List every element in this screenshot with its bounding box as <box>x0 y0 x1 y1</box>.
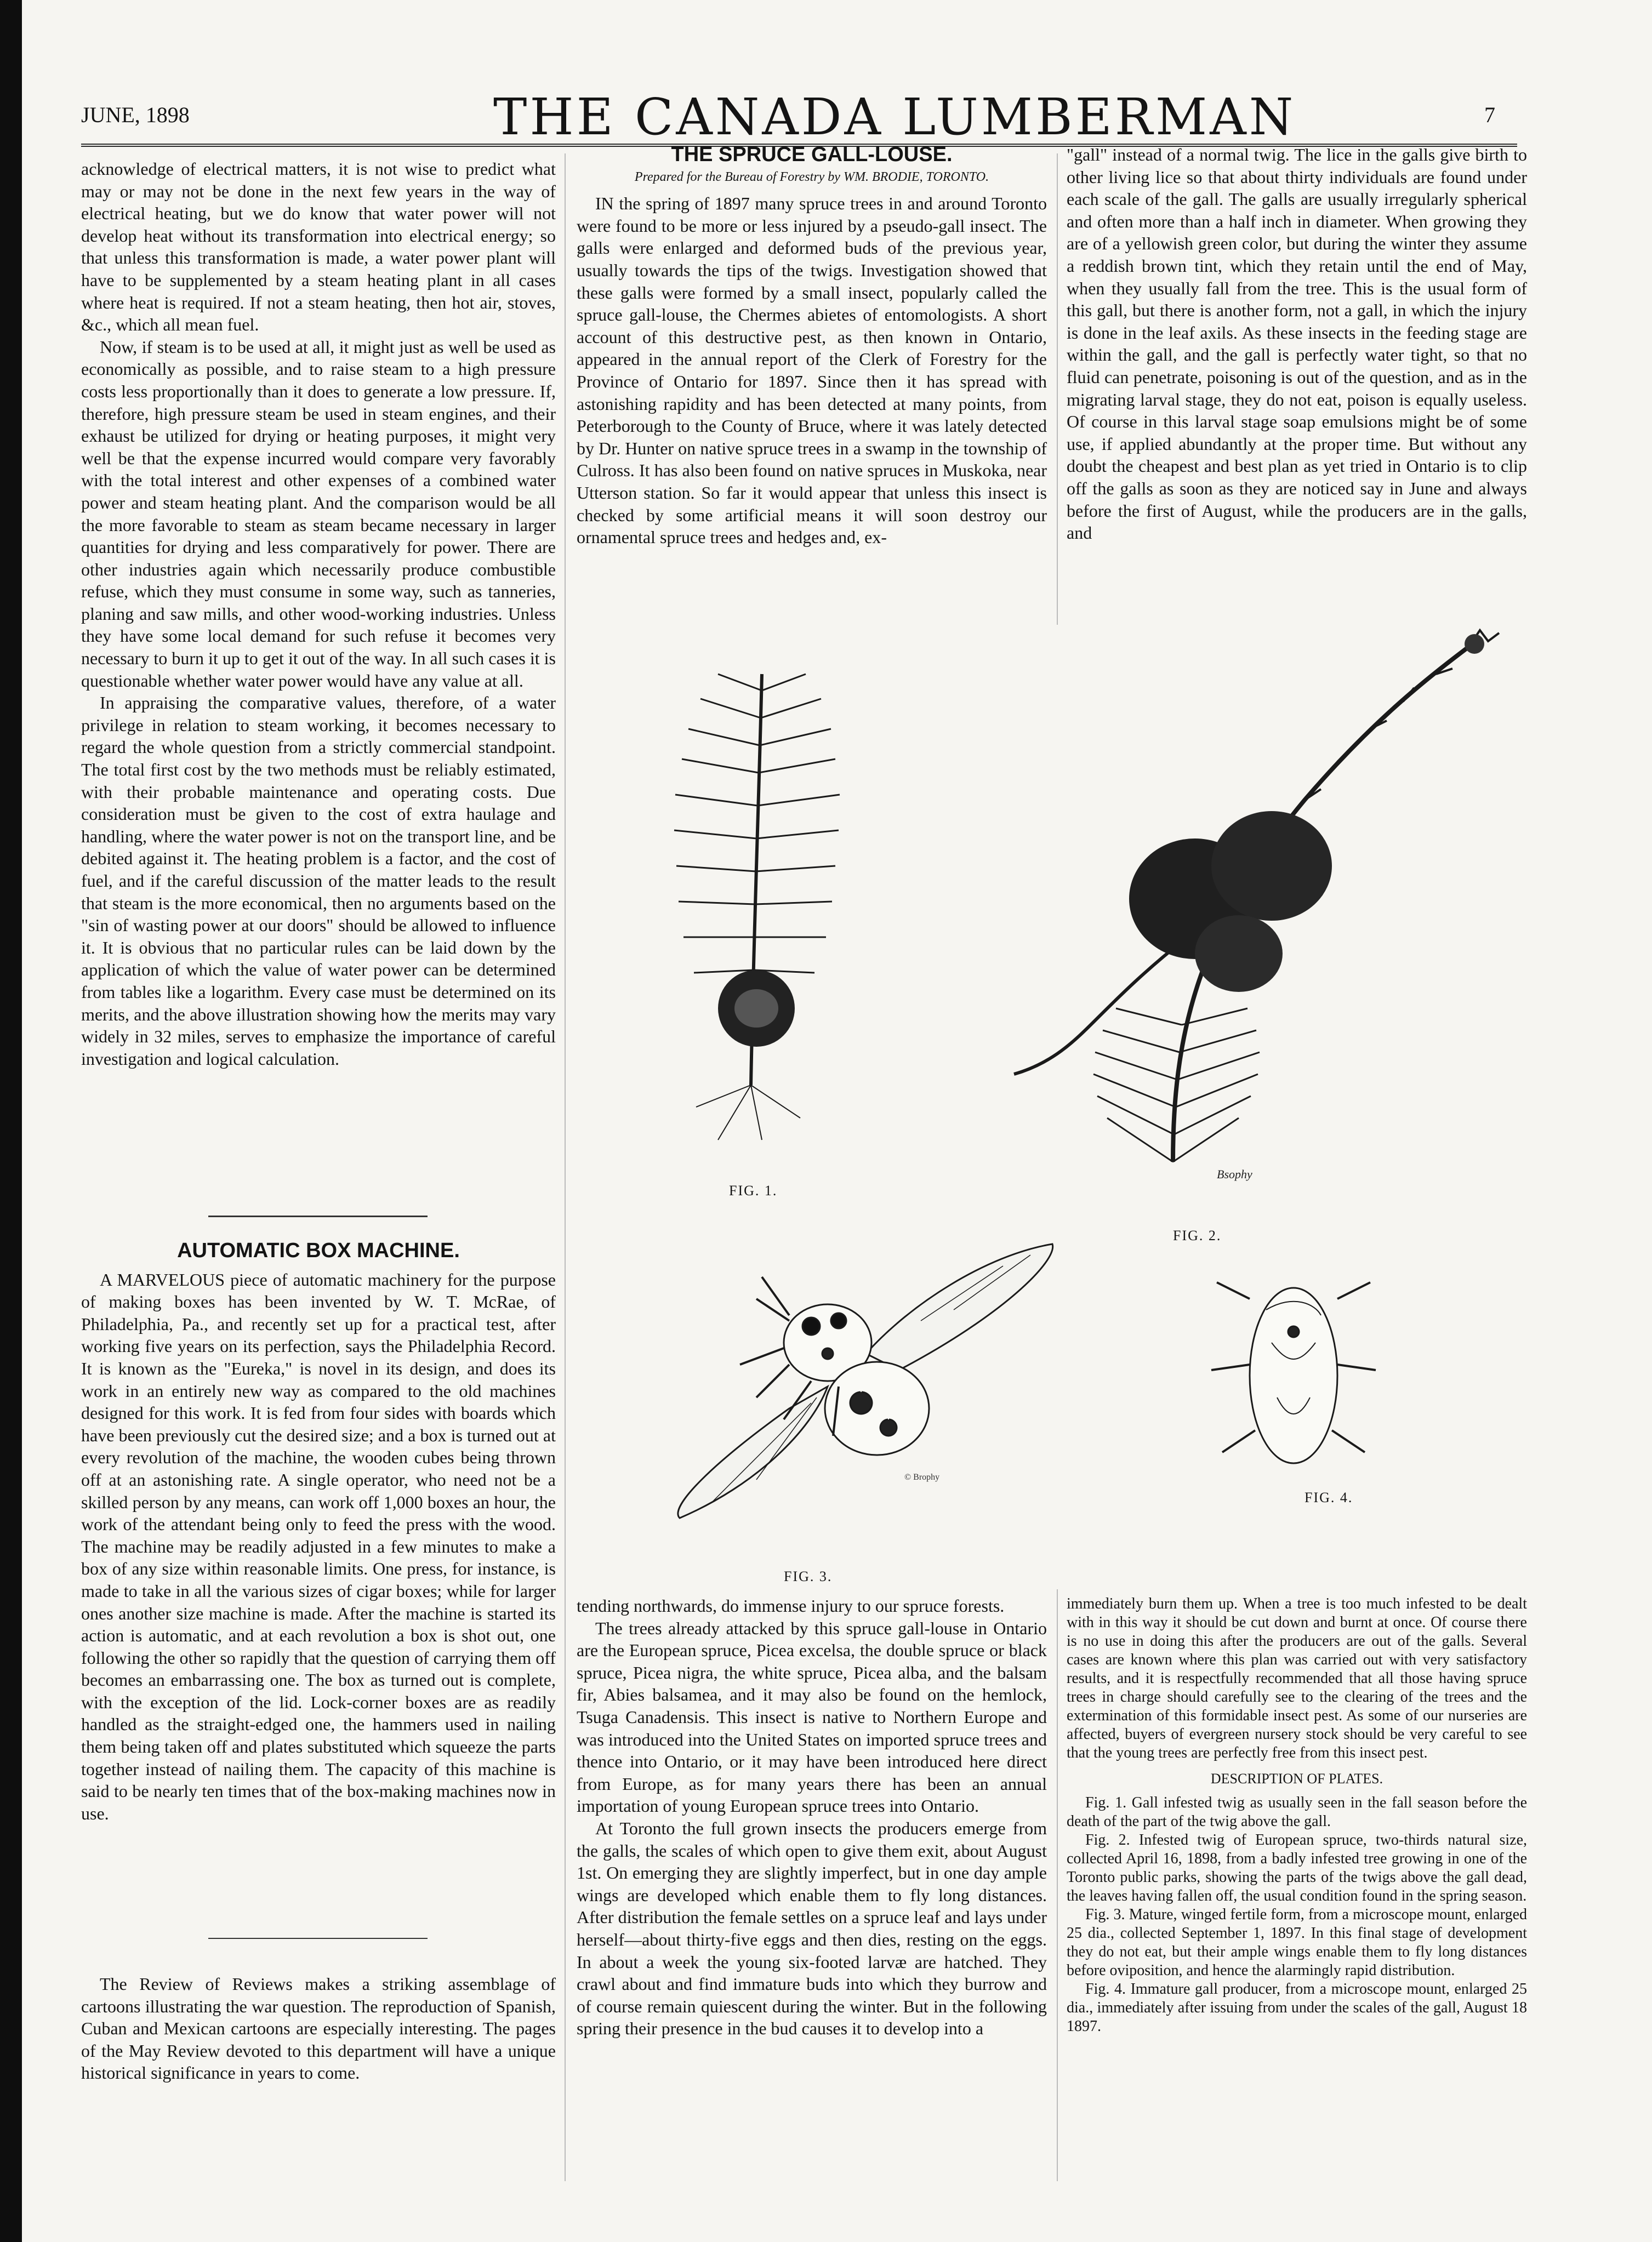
artist-signature: Bsophy <box>1217 1167 1252 1181</box>
article-paragraph: The trees already attacked by this spruce gall-louse in Ontario are the European spruce, Picea excelsa, the double spruce or black spruce, Picea nigra, the white spruce, Picea alba, and the balsam fir, Abies balsamea, and it may also be found on the hemlock, Tsuga Canadensis. This insect is native to Northern Europe and was introduced into the United States on imported spruce trees and thence into Ontario, or it may have been introduced here direct from Europe, as for many years there has been an annual importation of young European spruce trees into Ontario. <box>577 1618 1047 1816</box>
article-paragraph: IN the spring of 1897 many spruce trees in and around Toronto were found to be more or less injured by a pseudo-gall insect. The galls were enlarged and deformed buds of the previous year, usually towards the tips of the twigs. Investigation showed that these galls were formed by a small insect, popularly called the spruce gall-louse, the Chermes abietes of entomologists. A short account of this destructive pest, as then known in Ontario, appeared in the annual report of the Clerk of Forestry for the Province of Ontario for 1897. Since then it has spread with astonishing rapidity and has been detected at many points, from Peterborough to the County of Bruce, where it was lately detected by Dr. Hunter on native spruce trees in a swamp in the township of Culross. It has also been found on native spruces in Muskoka, near Utterson station. So far it would appear that unless this insect is checked by some artificial means it will soon destroy our ornamental spruce trees and hedges and, ex- <box>577 193 1047 547</box>
masthead-title: THE CANADA LUMBERMAN <box>493 88 1296 146</box>
column-rule <box>565 153 566 2181</box>
figure-3-drawing <box>647 1222 1074 1551</box>
figure-1-drawing <box>647 658 877 1151</box>
spruce-article-col1 <box>577 144 1047 549</box>
section-divider <box>208 1216 428 1217</box>
figure-2-drawing <box>888 625 1518 1200</box>
figure-4-label: FIG. 4. <box>1304 1490 1353 1505</box>
plate-description: Fig. 4. Immature gall producer, from a microscope mount, enlarged 25 dia., immediately after issuing from under the scales of the gall, August 18 1897. <box>1067 1980 1527 2035</box>
figure-2-label: FIG. 2. <box>1173 1228 1222 1243</box>
article-heading: THE SPRUCE GALL-LOUSE. <box>671 143 953 166</box>
column-rule <box>1057 1589 1058 2181</box>
column-rule <box>1057 153 1058 625</box>
article-byline: Prepared for the Bureau of Forestry by WM. BRODIE, TORONTO. <box>634 169 989 184</box>
plate-description: Fig. 2. Infested twig of European spruce, two-thirds natural size, collected April 16, 1898, from a badly infested tree growing in one of the Toronto public parks, showing the parts of the twigs above the gall dead, the leaves having fallen off, the usual condition found in the spring season. <box>1067 1831 1527 1904</box>
article-paragraph: tending northwards, do immense injury to our spruce forests. <box>577 1596 1005 1616</box>
article-paragraph: A MARVELOUS piece of automatic machinery for the purpose of making boxes has been invented by W. T. McRae, of Philadelphia, Pa., and recently set up for a practical test, after working five years on its perfection, says the Philadelphia Record. It is known as the "Eureka," is novel in its design, and does its work in an entirely new way as compared to the old machines designed for this work. It is fed from four sides with boards which have been previously cut the desired size; and a box is turned out at every revolution of the machine, the wooden cubes being thrown off at an astonishing rate. A single operator, who need not be a skilled person by any means, can work off 1,000 boxes an hour, the work of the attendant being only to feed the press with the wood. The machine may be readily adjusted in a few minutes to make a box of any size within reasonable limits. One press, for instance, is made to take in all the various sizes of cigar boxes; while for larger ones another size machine is made. After the machine is started its action is automatic, and at each revolution a box is shot out, one following the other so rapidly that the question of carrying them off becomes an embarrassing one. The box as turned out is complete, with the exception of the lid. Lock-corner boxes are as readily handled as the straight-edged one, the hammers used in nailing them being taken off and plates substituted which squeeze the parts together instead of nailing them. The capacity of this machine is said to be nearly ten times that of the box-making machines now in use. <box>81 1269 556 1823</box>
article-paragraph: acknowledge of electrical matters, it is not wise to predict what may or may not be done in the next few years in the way of electrical heating, but we do know that water power will not develop heat without its transformation into electrical energy; so that unless this transformation is made, a water power plant will have to be supplemented by a steam heating plant in all cases where heat is required. If not a steam heating, then hot air, stoves, &c., which all mean fuel. <box>81 159 556 335</box>
box-machine-article <box>81 1240 556 1824</box>
article-paragraph: At Toronto the full grown insects the producers emerge from the galls, the scales of which open to give them exit, about August 1st. On emerging they are slightly imperfect, but in one day ample wings are developed which enable them to fly long distances. After distribution the female settles on a spruce leaf and lays under herself—about thirty-five eggs and then dies, resting on the eggs. In about a week the young six-footed larvæ are hatched. They crawl about and find immature buds into which they burrow and of course remain quiescent during the winter. But in the following spring their presence in the bud causes it to develop into a <box>577 1818 1047 2039</box>
page-number: 7 <box>1484 102 1495 127</box>
left-column <box>81 158 556 1070</box>
spruce-article-col3 <box>577 1595 1047 2040</box>
plate-description: Fig. 3. Mature, winged fertile form, from a microscope mount, enlarged 25 dia., collected September 1, 1897. In this final stage of development they do not eat, but their ample wings enable them to fly long distances before oviposition, and hence the alarmingly rapid distribution. <box>1067 1906 1527 1979</box>
article-paragraph: "gall" instead of a normal twig. The lice in the galls give birth to other living lice so that about thirty individuals are found under each scale of the gall. The galls are usually irregularly spherical and often more than a half inch in diameter. When growing they are of a yellowish green color, but during the winter they assume a reddish brown tint, which they retain until the end of May, when they usually fall from the tree. This is the usual form of this gall, but there is another form, not a gall, in which the injury is done in the leaf axils. As these insects in the feeding stage are within the gall, and the gall is perfectly water tight, so that no fluid can penetrate, poisoning is out of the question, and as in the migrating larval stage, they do not eat, poison is equally useless. Of course in this larval stage soap emulsions might be of some use, if applied abundantly at the proper time. But without any doubt the cheapest and best plan as yet tried in Ontario is to clip off the galls as soon as they are noticed say in June and always before the first of August, while the producers are in the galls, and <box>1067 145 1527 543</box>
spruce-article-col4 <box>1067 1595 1527 2036</box>
article-paragraph: The Review of Reviews makes a striking assemblage of cartoons illustrating the war question. The reproduction of Spanish, Cuban and Mexican cartoons are especially interesting. The pages of the May Review devoted to this department will have a unique historical significance in years to come. <box>81 1974 556 2083</box>
figure-4-drawing <box>1206 1255 1381 1485</box>
figure-3-label: FIG. 3. <box>784 1568 833 1584</box>
svg-text:© Brophy: © Brophy <box>904 1473 940 1482</box>
article-paragraph: Now, if steam is to be used at all, it might just as well be used as economically as possible, and to raise steam to a high pressure costs less proportionally than it does to generate a low pressure. If, therefore, high pressure steam be used in steam engines, and their exhaust be utilized for drying or heating purposes, it might very well be that the expense incurred would compare very favorably with the total interest and other expenses of a combined water power and steam heating plant. And the comparison would be all the more favorable to steam as steam became necessary in larger quantities for drying and less comparatively for power. There are other industries again which necessarily produce combustible refuse, which they must consume in some way, such as tanneries, planing and saw mills, and other wood-working industries. Unless they have some local demand for such refuse it becomes very necessary to burn it up to get it out of the way. In all such cases it is questionable whether water power would have any value at all. <box>81 336 556 691</box>
plate-description: Fig. 1. Gall infested twig as usually seen in the fall season before the death of the part of the twig above the gall. <box>1067 1794 1527 1830</box>
plates-heading: DESCRIPTION OF PLATES. <box>1210 1771 1383 1787</box>
binding-edge <box>0 0 22 2242</box>
review-notice <box>81 1973 556 2084</box>
article-paragraph: immediately burn them up. When a tree is too much infested to be dealt with in this way it should be cut down and burnt at once. Of course there is no use in doing this after the producers are out of the galls. Several cases are known where this plan was carried out with very satisfactory results, and it is respectfully recommended that all those having spruce trees in charge should carefully see to the clearing of the trees and the extermination of this formidable insect pest. As some of our nurseries are affected, buyers of evergreen nursery stock should be very careful to see that the young trees are perfectly free from this insect pest. <box>1067 1595 1527 1761</box>
article-heading: AUTOMATIC BOX MACHINE. <box>177 1239 460 1262</box>
spruce-article-col2 <box>1067 144 1527 544</box>
issue-date: JUNE, 1898 <box>81 102 190 127</box>
article-paragraph: In appraising the comparative values, therefore, of a water privilege in relation to steam working, it becomes necessary to regard the whole question from a strictly commercial standpoint. The total first cost by the two methods must be reliably estimated, with their probable maintenance and operating costs. Due consideration must be given to the cost of extra haulage and handling, where the water power is not on the transport line, and be debited against it. The heating problem is a factor, and the cost of fuel, and if the careful discussion of the matter leads to the result that steam is the more economical, then no arguments based on the "sin of wasting power at our doors" should be allowed to influence it. It is obvious that no particular rules can be laid down by the application of which the value of water power can be determined from tables like a logarithm. Every case must be determined on its merits, and the above illustration showing how the merits may vary widely in 32 miles, serves to emphasize the importance of careful investigation and logical calculation. <box>81 693 556 1069</box>
section-divider <box>208 1938 428 1939</box>
figure-1-label: FIG. 1. <box>729 1183 778 1199</box>
